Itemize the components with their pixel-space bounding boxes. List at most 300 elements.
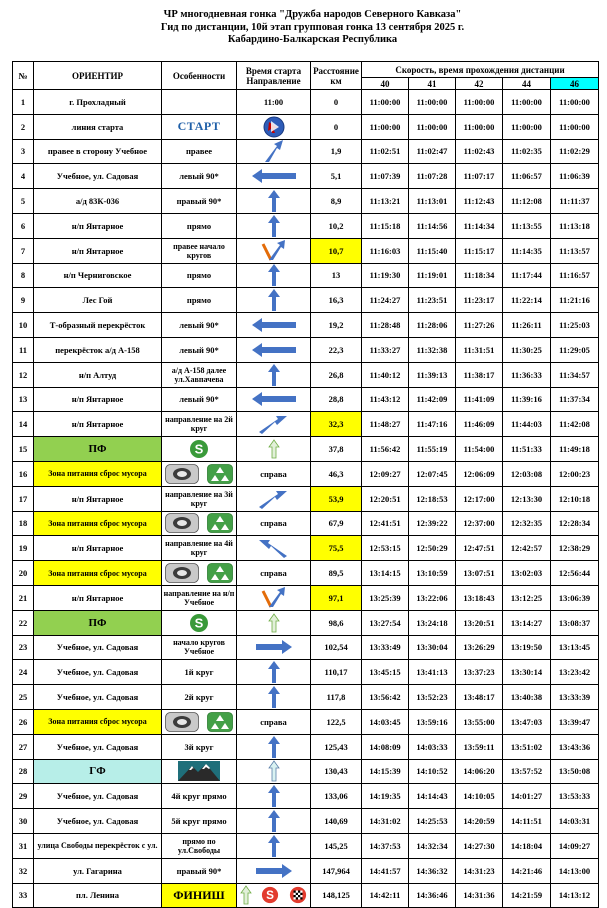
- checkered-flag-icon: [289, 886, 307, 904]
- row-distance: 8,9: [311, 189, 362, 214]
- row-time-42: 14:06:20: [456, 759, 503, 784]
- table-row: [13, 635, 599, 660]
- row-time-44: 12:03:08: [503, 461, 551, 486]
- row-time-44: 14:21:46: [503, 858, 551, 883]
- row-orientation: Учебное, ул. Садовая: [34, 685, 162, 710]
- table-row: [13, 412, 599, 437]
- row-time-46: 13:13:45: [551, 635, 599, 660]
- row-number: 32: [13, 858, 34, 883]
- row-features: направление на н/п Учебное: [162, 585, 237, 610]
- row-number: 5: [13, 189, 34, 214]
- row-orientation: Зона питания сброс мусора: [34, 561, 162, 586]
- feed-zone-icon: [165, 563, 199, 583]
- row-time-42: 11:15:17: [456, 238, 503, 263]
- row-time-40: 11:13:21: [362, 189, 409, 214]
- row-features: левый 90*: [162, 164, 237, 189]
- row-time-40: 11:00:00: [362, 90, 409, 115]
- row-time-44: 11:44:03: [503, 412, 551, 437]
- row-time-46: 14:03:31: [551, 809, 599, 834]
- row-features: прямо: [162, 288, 237, 313]
- col-num: №: [13, 62, 34, 90]
- row-number: 4: [13, 164, 34, 189]
- table-row: [13, 759, 599, 784]
- row-time-direction: [237, 759, 311, 784]
- row-time-42: 11:46:09: [456, 412, 503, 437]
- row-number: 21: [13, 585, 34, 610]
- row-distance: 0: [311, 90, 362, 115]
- table-row: [13, 709, 599, 734]
- row-time-41: 12:18:53: [409, 486, 456, 511]
- table-row: [13, 313, 599, 338]
- row-time-42: 13:48:17: [456, 685, 503, 710]
- row-time-41: 13:41:13: [409, 660, 456, 685]
- row-time-40: 14:03:45: [362, 709, 409, 734]
- row-time-42: 11:41:09: [456, 387, 503, 412]
- row-time-40: 11:19:30: [362, 263, 409, 288]
- table-row: [13, 833, 599, 858]
- arrow-up-outline-icon: [268, 760, 280, 782]
- row-time-46: 11:34:57: [551, 362, 599, 387]
- row-features: [162, 561, 237, 586]
- arrow-up-icon: [268, 215, 280, 237]
- row-features: правый 90*: [162, 858, 237, 883]
- row-time-42: 13:37:23: [456, 660, 503, 685]
- row-features: [162, 90, 237, 115]
- row-time-46: 11:16:57: [551, 263, 599, 288]
- row-time-42: 12:17:00: [456, 486, 503, 511]
- arrow-fork-right-icon: [259, 240, 289, 262]
- table-row: [13, 685, 599, 710]
- row-distance: 53,9: [311, 486, 362, 511]
- row-time-42: 14:31:36: [456, 883, 503, 908]
- row-number: 7: [13, 238, 34, 263]
- row-number: 16: [13, 461, 34, 486]
- row-time-44: 13:51:02: [503, 734, 551, 759]
- row-time-direction: [237, 263, 311, 288]
- arrow-up-icon: [268, 264, 280, 286]
- row-time-41: 13:10:59: [409, 561, 456, 586]
- row-time-42: 11:23:17: [456, 288, 503, 313]
- row-time-41: 14:03:33: [409, 734, 456, 759]
- row-orientation: а/д 83К-036: [34, 189, 162, 214]
- row-time-direction: [237, 313, 311, 338]
- row-features: прямо по ул.Свободы: [162, 833, 237, 858]
- table-row: [13, 337, 599, 362]
- row-orientation: н/п Янтарное: [34, 486, 162, 511]
- row-time-44: 13:47:03: [503, 709, 551, 734]
- speed-44: 44: [503, 78, 551, 90]
- row-features: 3й круг: [162, 734, 237, 759]
- row-time-direction: [237, 189, 311, 214]
- row-time-40: 14:41:57: [362, 858, 409, 883]
- row-orientation: Зона питания сброс мусора: [34, 709, 162, 734]
- row-time-40: 11:56:42: [362, 437, 409, 462]
- feed-zone-icon: [165, 464, 199, 484]
- row-distance: 37,8: [311, 437, 362, 462]
- row-time-44: 11:51:33: [503, 437, 551, 462]
- col-features: Особенности: [162, 62, 237, 90]
- row-orientation: Зона питания сброс мусора: [34, 461, 162, 486]
- row-distance: 32,3: [311, 412, 362, 437]
- row-features: прямо: [162, 213, 237, 238]
- row-time-44: 13:19:50: [503, 635, 551, 660]
- speed-42: 42: [456, 78, 503, 90]
- row-distance: 46,3: [311, 461, 362, 486]
- row-time-44: 13:40:38: [503, 685, 551, 710]
- row-time-44: 12:32:35: [503, 511, 551, 536]
- row-features: левый 90*: [162, 337, 237, 362]
- row-distance: 148,125: [311, 883, 362, 908]
- recycle-icon: [207, 563, 233, 583]
- row-features: левый 90*: [162, 387, 237, 412]
- row-features: 1й круг: [162, 660, 237, 685]
- row-time-42: 11:00:00: [456, 114, 503, 139]
- table-row: [13, 536, 599, 561]
- row-time-44: 11:39:16: [503, 387, 551, 412]
- arrow-up-icon: [268, 736, 280, 758]
- row-time-41: 13:24:18: [409, 610, 456, 635]
- row-features: ФИНИШ: [162, 883, 237, 908]
- row-time-40: 13:56:42: [362, 685, 409, 710]
- speed-41: 41: [409, 78, 456, 90]
- row-time-46: 13:43:36: [551, 734, 599, 759]
- table-row: [13, 362, 599, 387]
- row-time-44: 14:11:51: [503, 809, 551, 834]
- col-time-dir: Время старта Направление: [237, 62, 311, 90]
- row-time-42: 11:38:17: [456, 362, 503, 387]
- sprint-s-icon: [189, 613, 209, 633]
- row-orientation: правее в сторону Учебное: [34, 139, 162, 164]
- table-row: [13, 461, 599, 486]
- row-time-46: 14:13:00: [551, 858, 599, 883]
- row-time-41: 12:50:29: [409, 536, 456, 561]
- row-time-46: 11:06:39: [551, 164, 599, 189]
- row-number: 33: [13, 883, 34, 908]
- watermark-corner: [589, 742, 607, 782]
- row-time-46: 11:42:08: [551, 412, 599, 437]
- feed-zone-icon: [165, 513, 199, 533]
- row-time-40: 14:19:35: [362, 784, 409, 809]
- row-time-42: 11:27:26: [456, 313, 503, 338]
- row-distance: 117,8: [311, 685, 362, 710]
- row-orientation: г. Прохладный: [34, 90, 162, 115]
- arrow-up-icon: [268, 686, 280, 708]
- table-row: [13, 114, 599, 139]
- row-time-46: 11:13:57: [551, 238, 599, 263]
- row-time-41: 14:36:32: [409, 858, 456, 883]
- row-time-40: 13:45:15: [362, 660, 409, 685]
- row-distance: 28,8: [311, 387, 362, 412]
- header-line-3: Кабардино-Балкарская Республика: [227, 34, 398, 45]
- row-time-41: 11:39:13: [409, 362, 456, 387]
- table-row: [13, 809, 599, 834]
- arrow-up-icon: [268, 785, 280, 807]
- row-number: 13: [13, 387, 34, 412]
- row-time-44: 11:30:25: [503, 337, 551, 362]
- row-number: 1: [13, 90, 34, 115]
- row-time-direction: справа: [237, 709, 311, 734]
- row-features: 2й круг: [162, 685, 237, 710]
- table-row: [13, 511, 599, 536]
- row-features: правее: [162, 139, 237, 164]
- row-time-42: 11:31:51: [456, 337, 503, 362]
- row-time-40: 14:08:09: [362, 734, 409, 759]
- row-orientation: ПФ: [34, 610, 162, 635]
- row-time-direction: [237, 486, 311, 511]
- row-distance: 16,3: [311, 288, 362, 313]
- arrow-right-icon: [256, 640, 292, 654]
- row-orientation: н/п Янтарное: [34, 238, 162, 263]
- row-time-46: 11:00:00: [551, 114, 599, 139]
- row-time-direction: [237, 362, 311, 387]
- row-time-41: 11:55:19: [409, 437, 456, 462]
- row-number: 11: [13, 337, 34, 362]
- row-time-46: 13:23:42: [551, 660, 599, 685]
- row-orientation: улица Свободы перекрёсток с ул.: [34, 833, 162, 858]
- row-time-41: 13:52:23: [409, 685, 456, 710]
- row-number: 20: [13, 561, 34, 586]
- row-time-direction: [237, 635, 311, 660]
- arrow-up-icon: [268, 661, 280, 683]
- row-time-direction: [237, 585, 311, 610]
- recycle-icon: [207, 464, 233, 484]
- row-time-41: 13:59:16: [409, 709, 456, 734]
- row-time-41: 14:10:52: [409, 759, 456, 784]
- row-time-44: 11:00:00: [503, 90, 551, 115]
- row-number: 24: [13, 660, 34, 685]
- row-time-direction: [237, 164, 311, 189]
- row-time-direction: справа: [237, 511, 311, 536]
- arrow-up-icon: [268, 289, 280, 311]
- row-time-42: 13:07:51: [456, 561, 503, 586]
- row-time-41: 11:02:47: [409, 139, 456, 164]
- row-number: 10: [13, 313, 34, 338]
- row-time-46: 12:10:18: [551, 486, 599, 511]
- row-number: 2: [13, 114, 34, 139]
- row-time-42: 11:14:34: [456, 213, 503, 238]
- row-orientation: Учебное, ул. Садовая: [34, 734, 162, 759]
- arrow-up-outline-icon: [240, 885, 252, 905]
- table-row: [13, 858, 599, 883]
- row-orientation: Учебное, ул. Садовая: [34, 635, 162, 660]
- row-orientation: Учебное, ул. Садовая: [34, 660, 162, 685]
- row-number: 12: [13, 362, 34, 387]
- row-time-42: 11:12:43: [456, 189, 503, 214]
- row-distance: 67,9: [311, 511, 362, 536]
- row-number: 31: [13, 833, 34, 858]
- row-time-46: 12:00:23: [551, 461, 599, 486]
- arrow-up-outline-icon: [268, 439, 280, 459]
- row-features: правее начало кругов: [162, 238, 237, 263]
- row-distance: 125,43: [311, 734, 362, 759]
- row-time-41: 13:22:06: [409, 585, 456, 610]
- row-distance: 140,69: [311, 809, 362, 834]
- row-features: [162, 437, 237, 462]
- row-features: 4й круг прямо: [162, 784, 237, 809]
- row-orientation: н/п Янтарное: [34, 412, 162, 437]
- table-row: [13, 164, 599, 189]
- row-time-46: 14:13:12: [551, 883, 599, 908]
- row-time-41: 11:19:01: [409, 263, 456, 288]
- row-time-44: 13:12:25: [503, 585, 551, 610]
- row-time-46: 13:39:47: [551, 709, 599, 734]
- row-time-44: 13:57:52: [503, 759, 551, 784]
- row-time-46: 11:13:18: [551, 213, 599, 238]
- row-time-42: 13:55:00: [456, 709, 503, 734]
- row-time-46: 11:25:03: [551, 313, 599, 338]
- row-time-direction: [237, 114, 311, 139]
- document-header: [18, 0, 607, 44]
- row-features: направление на 4й круг: [162, 536, 237, 561]
- row-distance: 13: [311, 263, 362, 288]
- row-time-44: 11:00:00: [503, 114, 551, 139]
- row-time-41: 11:07:28: [409, 164, 456, 189]
- row-time-42: 11:07:17: [456, 164, 503, 189]
- row-distance: 22,3: [311, 337, 362, 362]
- row-time-44: 11:12:08: [503, 189, 551, 214]
- row-time-46: 14:09:27: [551, 833, 599, 858]
- row-distance: 5,1: [311, 164, 362, 189]
- row-time-42: 13:26:29: [456, 635, 503, 660]
- row-distance: 97,1: [311, 585, 362, 610]
- arrow-turn-right-icon: [257, 489, 291, 509]
- row-number: 14: [13, 412, 34, 437]
- row-features: начало кругов Учебное: [162, 635, 237, 660]
- row-time-42: 11:00:00: [456, 90, 503, 115]
- row-orientation: пл. Ленина: [34, 883, 162, 908]
- row-distance: 10,2: [311, 213, 362, 238]
- row-time-direction: [237, 337, 311, 362]
- row-features: левый 90*: [162, 313, 237, 338]
- arrow-turn-left-icon: [257, 538, 291, 558]
- row-number: 15: [13, 437, 34, 462]
- row-distance: 122,5: [311, 709, 362, 734]
- row-time-41: 14:36:46: [409, 883, 456, 908]
- row-time-40: 12:09:27: [362, 461, 409, 486]
- row-time-direction: [237, 685, 311, 710]
- row-features: направление на 3й круг: [162, 486, 237, 511]
- svg-text:S: S: [194, 441, 204, 457]
- arrow-up-outline-icon: [268, 613, 280, 633]
- row-time-40: 13:25:39: [362, 585, 409, 610]
- row-time-direction: [237, 288, 311, 313]
- row-time-direction: [237, 784, 311, 809]
- arrow-fork-right-icon: [259, 587, 289, 609]
- col-dist: Расстояние км: [311, 62, 362, 90]
- row-time-direction: 11:00: [237, 90, 311, 115]
- table-row: [13, 139, 599, 164]
- row-time-44: 11:17:44: [503, 263, 551, 288]
- row-time-42: 13:18:43: [456, 585, 503, 610]
- arrow-left-icon: [252, 169, 296, 183]
- row-distance: 130,43: [311, 759, 362, 784]
- row-features: правый 90*: [162, 189, 237, 214]
- row-time-40: 12:20:51: [362, 486, 409, 511]
- table-row: [13, 213, 599, 238]
- row-time-40: 11:24:27: [362, 288, 409, 313]
- row-time-46: 11:37:34: [551, 387, 599, 412]
- arrow-turn-right-icon: [257, 414, 291, 434]
- row-time-41: 11:00:00: [409, 114, 456, 139]
- feed-zone-icon: [165, 712, 199, 732]
- row-features: СТАРТ: [162, 114, 237, 139]
- row-time-direction: [237, 858, 311, 883]
- row-number: 6: [13, 213, 34, 238]
- row-number: 23: [13, 635, 34, 660]
- row-time-40: 13:33:49: [362, 635, 409, 660]
- table-row: [13, 288, 599, 313]
- row-number: 28: [13, 759, 34, 784]
- row-time-44: 11:36:33: [503, 362, 551, 387]
- row-time-42: 12:47:51: [456, 536, 503, 561]
- row-orientation: перекрёсток а/д А-158: [34, 337, 162, 362]
- row-distance: 110,17: [311, 660, 362, 685]
- row-orientation: н/п Янтарное: [34, 213, 162, 238]
- row-distance: 19,2: [311, 313, 362, 338]
- row-time-44: 11:14:35: [503, 238, 551, 263]
- row-time-41: 11:00:00: [409, 90, 456, 115]
- row-time-41: 11:13:01: [409, 189, 456, 214]
- arrow-left-icon: [252, 343, 296, 357]
- speed-40: 40: [362, 78, 409, 90]
- row-time-44: 11:13:55: [503, 213, 551, 238]
- arrow-left-icon: [252, 392, 296, 406]
- route-table: [12, 61, 599, 908]
- row-number: 25: [13, 685, 34, 710]
- row-time-40: 13:14:15: [362, 561, 409, 586]
- row-orientation: ул. Гагарина: [34, 858, 162, 883]
- row-time-42: 11:18:34: [456, 263, 503, 288]
- row-time-40: 11:33:27: [362, 337, 409, 362]
- row-time-46: 13:53:33: [551, 784, 599, 809]
- row-time-40: 11:28:48: [362, 313, 409, 338]
- row-time-40: 11:15:18: [362, 213, 409, 238]
- table-row: [13, 486, 599, 511]
- table-row: [13, 784, 599, 809]
- arrow-bear-right-icon: [259, 140, 289, 162]
- row-distance: 10,7: [311, 238, 362, 263]
- row-time-44: 11:22:14: [503, 288, 551, 313]
- col-speed: Скорость, время прохождения дистанции: [362, 62, 599, 78]
- row-time-44: 14:21:59: [503, 883, 551, 908]
- row-time-44: 13:30:14: [503, 660, 551, 685]
- row-time-42: 12:37:00: [456, 511, 503, 536]
- row-time-46: 12:56:44: [551, 561, 599, 586]
- row-features: [162, 461, 237, 486]
- table-row: [13, 610, 599, 635]
- row-time-40: 12:53:15: [362, 536, 409, 561]
- speed-46: 46: [551, 78, 599, 90]
- row-time-40: 13:27:54: [362, 610, 409, 635]
- row-number: 9: [13, 288, 34, 313]
- header-line-2: Гид по дистанции, 10й этап групповая гонка 13 сентября 2025 г.: [160, 21, 465, 33]
- row-time-46: 13:08:37: [551, 610, 599, 635]
- row-time-42: 13:20:51: [456, 610, 503, 635]
- row-distance: 133,06: [311, 784, 362, 809]
- row-time-40: 11:07:39: [362, 164, 409, 189]
- row-time-direction: [237, 610, 311, 635]
- row-time-46: 11:00:00: [551, 90, 599, 115]
- row-number: 29: [13, 784, 34, 809]
- row-number: 3: [13, 139, 34, 164]
- row-time-direction: [237, 437, 311, 462]
- row-number: 27: [13, 734, 34, 759]
- svg-text:S: S: [194, 615, 204, 631]
- row-time-direction: [237, 660, 311, 685]
- row-time-46: 12:28:34: [551, 511, 599, 536]
- row-orientation: ПФ: [34, 437, 162, 462]
- arrow-up-icon: [268, 835, 280, 857]
